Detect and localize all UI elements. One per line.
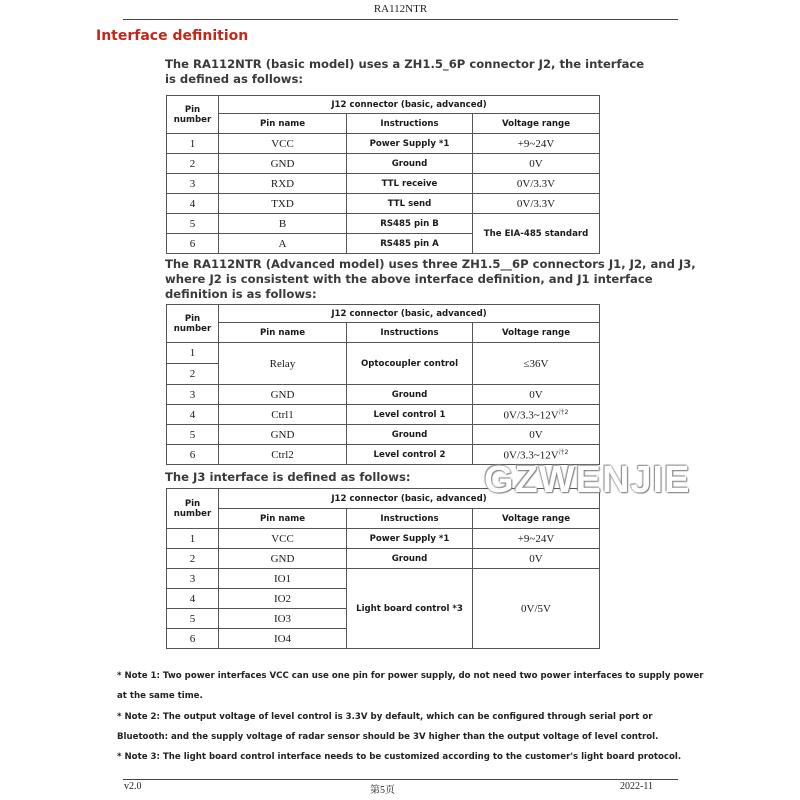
footer-page-number: 第5页 [370, 785, 395, 796]
pin-number: 6 [167, 629, 219, 649]
connector-group-header: J12 connector (basic, advanced) [219, 96, 600, 114]
pin-number: 5 [167, 425, 219, 445]
pin-number: 2 [167, 364, 219, 385]
table-row [167, 154, 600, 174]
note-3-line: * Note 3: The light board control interface needs to be customized according to the customer's light board protocol. [117, 752, 682, 762]
pin-number-header-line: Pin [184, 313, 201, 324]
pin-number: 2 [167, 154, 219, 174]
col-voltage-range: Voltage range [473, 114, 600, 134]
table-row [167, 425, 600, 445]
intro-advanced-model [165, 257, 696, 302]
pin-number-header-line: Pin [184, 498, 201, 509]
pin-name: GND [219, 549, 347, 569]
pin-name: Relay [219, 343, 347, 385]
section-title: Interface definition [96, 28, 249, 44]
pin-number: 4 [167, 405, 219, 425]
col-instructions: Instructions [347, 509, 473, 529]
intro-advanced-line: definition is as follows: [165, 287, 317, 301]
pin-instructions: Level control 1 [347, 405, 473, 425]
voltage-range: 0V/3.3V [473, 174, 600, 194]
table-row [167, 174, 600, 194]
pin-name: GND [219, 425, 347, 445]
table-row [167, 385, 600, 405]
note-1-line: * Note 1: Two power interfaces VCC can use one pin for power supply, do not need two power interfaces to supply power [117, 671, 704, 681]
pin-number-header-line: Pin [184, 104, 201, 115]
col-instructions: Instructions [347, 114, 473, 134]
pin-instructions: Optocoupler control [347, 343, 473, 385]
j3-table [166, 488, 600, 649]
voltage-range: +9~24V [473, 529, 600, 549]
table-row [167, 214, 600, 234]
pin-name: Ctrl2 [219, 445, 347, 465]
pin-number: 4 [167, 589, 219, 609]
pin-number-header-line: number [173, 323, 212, 334]
light-board-instructions: Light board control *3 [347, 569, 473, 649]
table-row [167, 343, 600, 364]
voltage-range: ≤36V [473, 343, 600, 385]
table-row [167, 529, 600, 549]
pin-instructions: TTL send [347, 194, 473, 214]
pin-number-header-line: number [173, 114, 212, 125]
pin-instructions: Ground [347, 425, 473, 445]
voltage-range: 0V [473, 154, 600, 174]
voltage-value: 0V/3.3~12V [503, 449, 559, 462]
col-pin-name: Pin name [219, 323, 347, 343]
page-header [123, 0, 678, 20]
pin-number: 1 [167, 134, 219, 154]
intro-basic-model [165, 57, 644, 87]
voltage-value: 0V/3.3~12V [503, 409, 559, 422]
voltage-range: 0V [473, 549, 600, 569]
intro-basic-line: is defined as follows: [165, 72, 304, 86]
voltage-range: +9~24V [473, 134, 600, 154]
intro-basic-line: The RA112NTR (basic model) uses a ZH1.5_6P connector J2, the interface [165, 57, 645, 71]
pin-number: 1 [167, 529, 219, 549]
col-voltage-range: Voltage range [473, 509, 600, 529]
note-1-line: at the same time. [117, 691, 203, 701]
table-row [167, 549, 600, 569]
pin-instructions: Ground [347, 549, 473, 569]
table-row [167, 569, 600, 589]
col-pin-name: Pin name [219, 114, 347, 134]
pin-instructions: TTL receive [347, 174, 473, 194]
pin-name: A [219, 234, 347, 254]
j1-advanced-table [166, 304, 600, 465]
intro-advanced-line: The RA112NTR (Advanced model) uses three ZH1.5__6P connectors J1, J2, and J3, [165, 257, 696, 271]
voltage-range: 0V [473, 425, 600, 445]
footer-version: v2.0 [124, 781, 142, 792]
note-2-line: Bluetooth: and the supply voltage of radar sensor should be 3V higher than the output voltage of level control. [117, 732, 659, 742]
pin-name: IO3 [219, 609, 347, 629]
pin-number: 2 [167, 549, 219, 569]
pin-name: TXD [219, 194, 347, 214]
header-title: RA112NTR [373, 3, 428, 15]
footnote-mark: 注2 [558, 449, 569, 457]
pin-name: IO2 [219, 589, 347, 609]
voltage-range: 0V [473, 385, 600, 405]
pin-instructions: Ground [347, 385, 473, 405]
pin-instructions: Ground [347, 154, 473, 174]
table-row [167, 134, 600, 154]
pin-name: IO1 [219, 569, 347, 589]
pin-number: 1 [167, 343, 219, 364]
footnote-mark: 注2 [558, 409, 569, 417]
pin-instructions: Power Supply *1 [347, 134, 473, 154]
pin-name: GND [219, 154, 347, 174]
pin-number: 3 [167, 174, 219, 194]
col-pin-name: Pin name [219, 509, 347, 529]
pin-name: Ctrl1 [219, 405, 347, 425]
pin-instructions: RS485 pin B [347, 214, 473, 234]
pin-name: IO4 [219, 629, 347, 649]
pin-name: B [219, 214, 347, 234]
pin-instructions: RS485 pin A [347, 234, 473, 254]
pin-number-header [167, 96, 219, 134]
voltage-range: 0V/3.3V [473, 194, 600, 214]
pin-number-header [167, 489, 219, 529]
pin-number-header [167, 305, 219, 343]
footer-date: 2022-11 [620, 781, 653, 792]
pin-number: 3 [167, 385, 219, 405]
pin-number-header-line: number [173, 508, 212, 519]
intro-advanced-line: where J2 is consistent with the above interface definition, and J1 interface [165, 272, 653, 286]
light-board-voltage: 0V/5V [473, 569, 600, 649]
pin-number: 6 [167, 445, 219, 465]
table-row [167, 194, 600, 214]
pin-number: 5 [167, 214, 219, 234]
pin-number: 4 [167, 194, 219, 214]
col-instructions: Instructions [347, 323, 473, 343]
col-voltage-range: Voltage range [473, 323, 600, 343]
pin-name: VCC [219, 529, 347, 549]
table-row [167, 405, 600, 425]
j2-basic-table [166, 95, 600, 254]
rs485-voltage-range: The EIA-485 standard [473, 214, 600, 254]
voltage-range [473, 405, 600, 425]
pin-instructions: Power Supply *1 [347, 529, 473, 549]
connector-group-header: J12 connector (basic, advanced) [219, 489, 600, 509]
connector-group-header: J12 connector (basic, advanced) [219, 305, 600, 323]
pin-instructions: Level control 2 [347, 445, 473, 465]
footer-divider [123, 779, 678, 780]
intro-j3: The J3 interface is defined as follows: [165, 470, 411, 484]
pin-name: RXD [219, 174, 347, 194]
pin-number: 3 [167, 569, 219, 589]
pin-number: 6 [167, 234, 219, 254]
pin-name: VCC [219, 134, 347, 154]
watermark: GZWENJIE [484, 459, 691, 501]
note-2-line: * Note 2: The output voltage of level control is 3.3V by default, which can be configured through serial port or [117, 712, 653, 722]
pin-name: GND [219, 385, 347, 405]
pin-number: 5 [167, 609, 219, 629]
